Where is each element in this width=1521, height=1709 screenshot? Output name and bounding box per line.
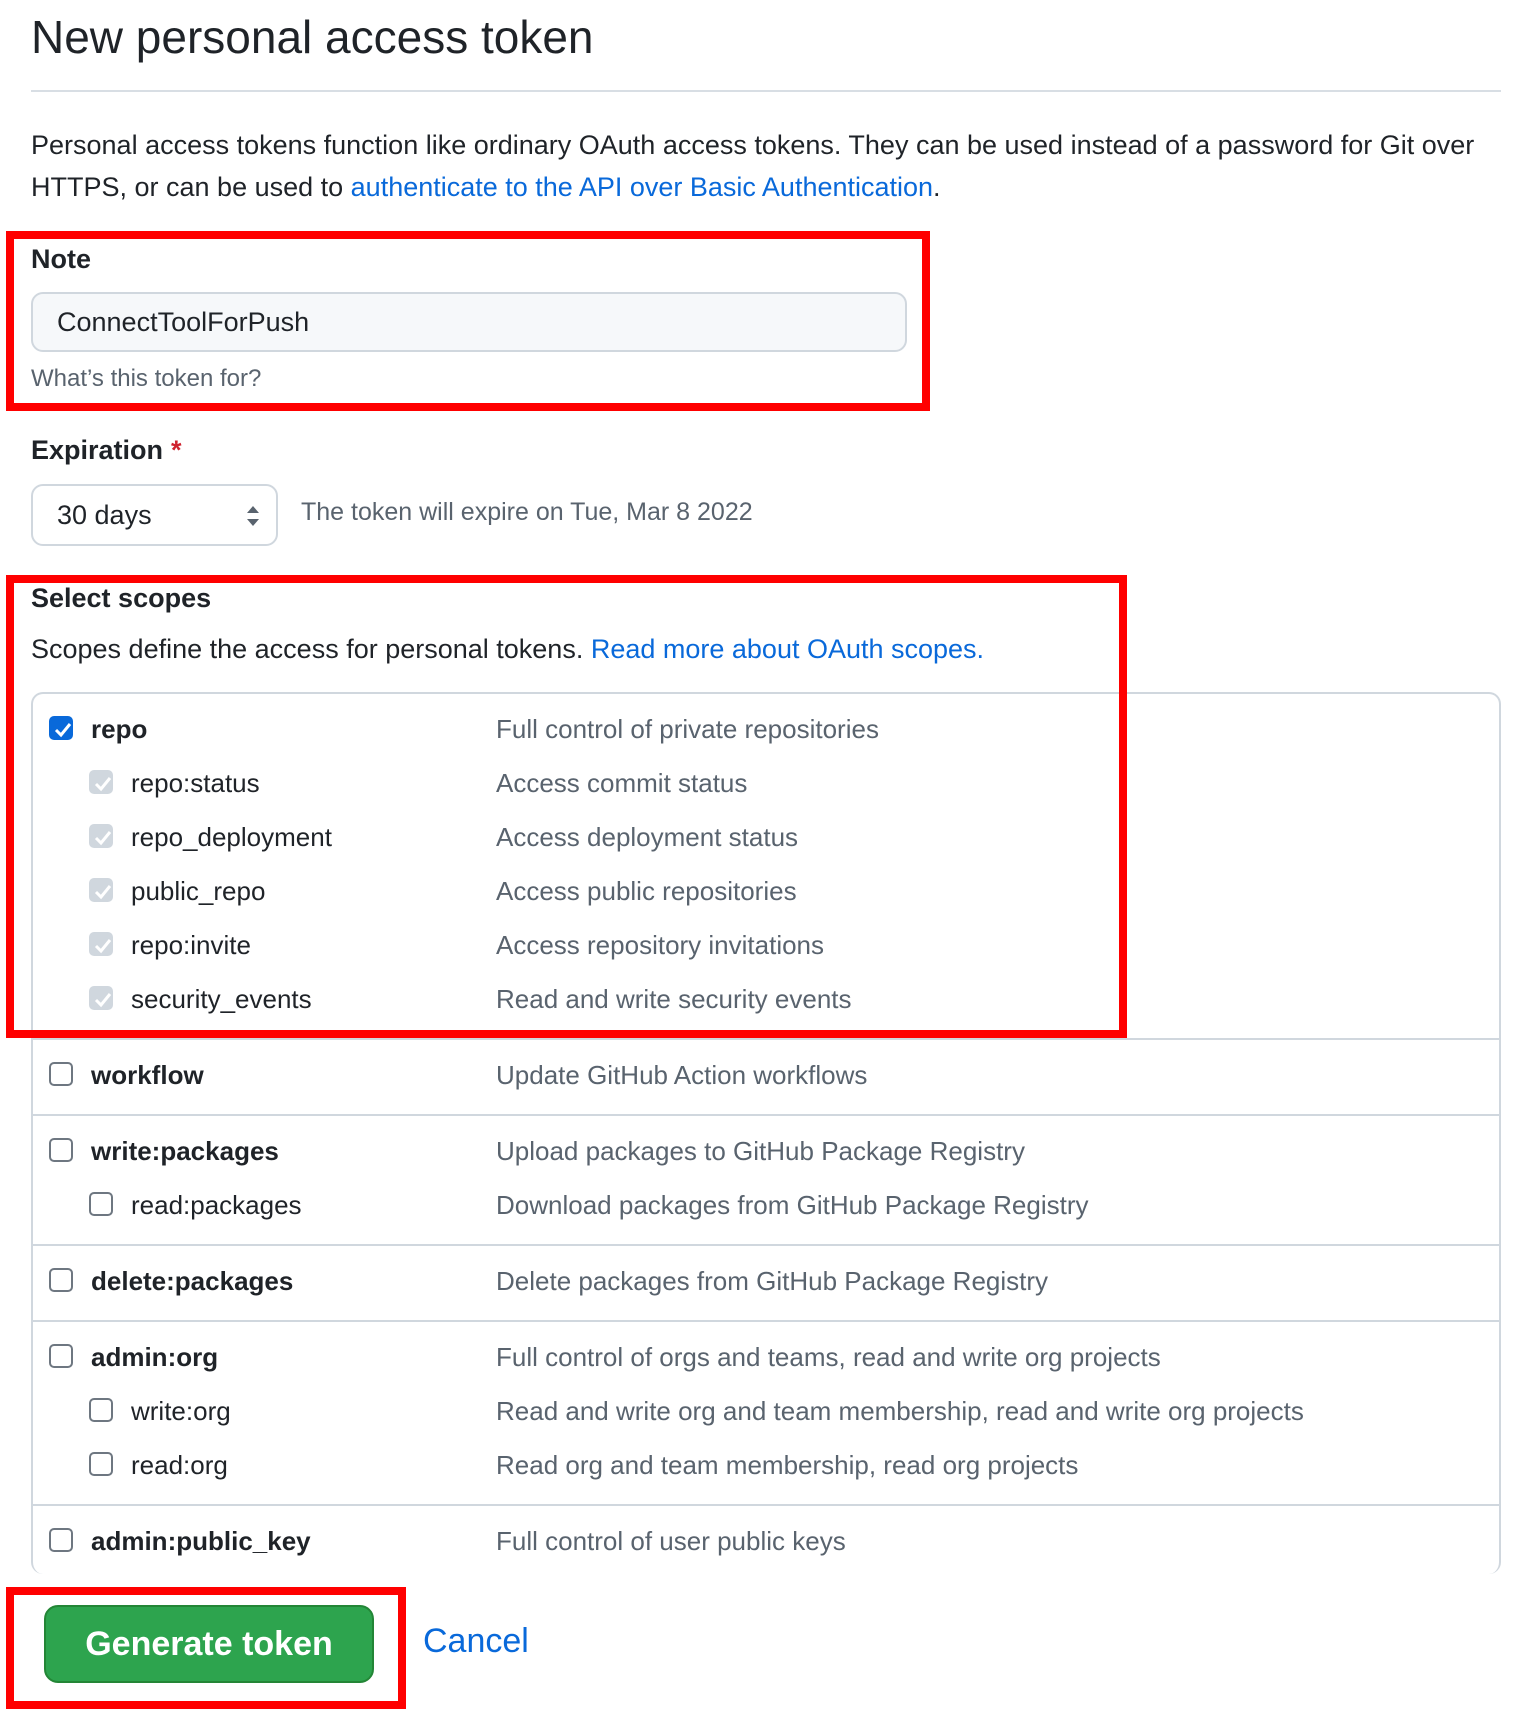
checkbox-admin-org[interactable] <box>49 1344 73 1368</box>
checkbox-write-packages[interactable] <box>49 1138 73 1162</box>
scope-desc: Access repository invitations <box>496 930 825 960</box>
scope-desc: Update GitHub Action workflows <box>496 1060 868 1090</box>
scope-row-admin-org <box>33 1340 1499 1380</box>
scope-desc: Delete packages from GitHub Package Registry <box>496 1266 1049 1296</box>
scopes-description-text: Scopes define the access for personal tokens. <box>31 634 591 664</box>
group-divider <box>33 1244 1499 1246</box>
required-marker: * <box>171 435 182 465</box>
scope-name: read:packages <box>131 1190 302 1220</box>
intro-suffix: . <box>933 172 941 202</box>
scope-name: security_events <box>131 984 312 1014</box>
check-icon <box>53 720 73 740</box>
checkbox-public-repo <box>89 878 113 902</box>
checkbox-repo-deployment <box>89 824 113 848</box>
oauth-scopes-link[interactable]: Read more about OAuth scopes. <box>590 634 985 664</box>
note-hint: What’s this token for? <box>31 365 262 392</box>
scope-name: write:packages <box>91 1136 279 1166</box>
group-divider <box>33 1320 1499 1322</box>
group-divider <box>33 1038 1499 1040</box>
scope-name: delete:packages <box>91 1266 294 1296</box>
checkbox-workflow[interactable] <box>49 1062 73 1086</box>
basic-auth-link[interactable]: authenticate to the API over Basic Authentication <box>350 172 934 202</box>
scope-name: public_repo <box>131 876 266 906</box>
expiration-label-text: Expiration <box>31 435 164 465</box>
expiration-note: The token will expire on Tue, Mar 8 2022 <box>301 498 753 526</box>
title-divider <box>31 90 1501 92</box>
intro-paragraph <box>31 124 1501 208</box>
note-label: Note <box>31 244 91 274</box>
scope-desc: Access deployment status <box>496 822 799 852</box>
scope-name: repo:status <box>131 768 260 798</box>
scope-row-workflow <box>33 1058 1499 1098</box>
check-icon <box>93 828 113 848</box>
scope-name: admin:public_key <box>91 1526 311 1556</box>
scopes-description <box>31 634 984 665</box>
checkbox-security-events <box>89 986 113 1010</box>
checkbox-read-org[interactable] <box>89 1452 113 1476</box>
select-arrows-icon <box>246 504 260 528</box>
scope-row-security-events <box>33 982 1499 1022</box>
scope-row-repo-status <box>33 766 1499 806</box>
scope-name: read:org <box>131 1450 228 1480</box>
scopes-table <box>31 692 1501 1574</box>
scope-row-write-org <box>33 1394 1499 1434</box>
scope-desc: Full control of orgs and teams, read and write org projects <box>496 1342 1161 1372</box>
scope-row-admin-public-key <box>33 1524 1499 1564</box>
scope-row-write-packages <box>33 1134 1499 1174</box>
scope-name: repo:invite <box>131 930 251 960</box>
scopes-label: Select scopes <box>31 583 212 613</box>
check-icon <box>93 936 113 956</box>
checkbox-read-packages[interactable] <box>89 1192 113 1216</box>
group-divider <box>33 1114 1499 1116</box>
checkbox-write-org[interactable] <box>89 1398 113 1422</box>
note-input[interactable] <box>31 292 907 352</box>
scope-name: write:org <box>131 1396 231 1426</box>
scope-name: workflow <box>91 1060 204 1090</box>
scope-desc: Upload packages to GitHub Package Registry <box>496 1136 1025 1166</box>
scope-row-public-repo <box>33 874 1499 914</box>
checkbox-admin-public-key[interactable] <box>49 1528 73 1552</box>
checkbox-delete-packages[interactable] <box>49 1268 73 1292</box>
scope-desc: Read and write security events <box>496 984 852 1014</box>
scope-row-delete-packages <box>33 1264 1499 1304</box>
expiration-selected-value: 30 days <box>57 500 152 530</box>
checkbox-repo-invite <box>89 932 113 956</box>
check-icon <box>93 990 113 1010</box>
scope-desc: Download packages from GitHub Package Registry <box>496 1190 1089 1220</box>
cancel-link[interactable]: Cancel <box>423 1622 529 1660</box>
expiration-select[interactable] <box>31 484 278 546</box>
check-icon <box>93 882 113 902</box>
scope-name: repo_deployment <box>131 822 332 852</box>
scope-name: admin:org <box>91 1342 219 1372</box>
scope-desc: Full control of user public keys <box>496 1526 846 1556</box>
intro-text: Personal access tokens function like ordinary OAuth access tokens. They can be used instead of a password for Git over HTTPS, or can be used to <box>31 130 1475 202</box>
scope-row-read-packages <box>33 1188 1499 1228</box>
checkbox-repo[interactable] <box>49 716 73 740</box>
scope-name: repo <box>91 714 148 744</box>
scope-desc: Read org and team membership, read org projects <box>496 1450 1079 1480</box>
check-icon <box>93 774 113 794</box>
scope-desc: Full control of private repositories <box>496 714 879 744</box>
scope-desc: Access commit status <box>496 768 748 798</box>
page-title: New personal access token <box>31 11 594 63</box>
scope-row-repo <box>33 712 1499 752</box>
scope-desc: Access public repositories <box>496 876 797 906</box>
group-divider <box>33 1504 1499 1506</box>
scope-row-read-org <box>33 1448 1499 1488</box>
scope-desc: Read and write org and team membership, read and write org projects <box>496 1396 1304 1426</box>
expiration-label <box>31 435 182 466</box>
generate-token-button[interactable]: Generate token <box>44 1605 374 1683</box>
scope-row-repo-invite <box>33 928 1499 968</box>
scope-row-repo-deployment <box>33 820 1499 860</box>
checkbox-repo-status <box>89 770 113 794</box>
